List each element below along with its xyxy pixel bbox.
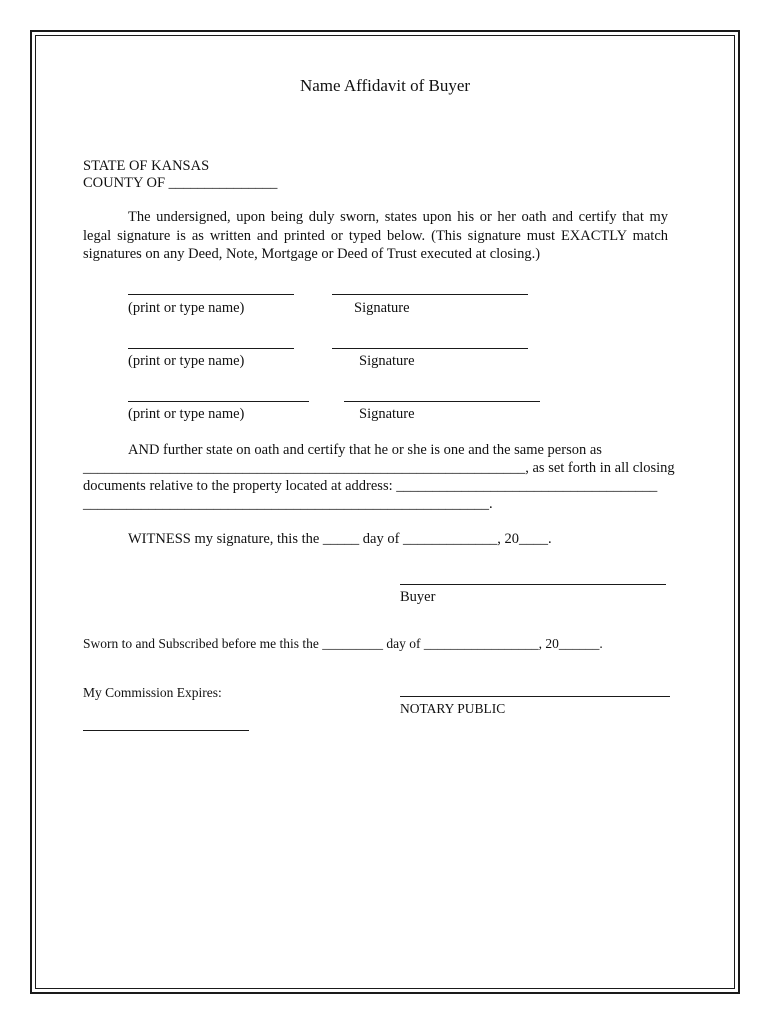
further-statement-line-3: documents relative to the property located at address: ____________________________________ bbox=[83, 478, 658, 494]
name-line-2 bbox=[128, 348, 294, 349]
print-name-label-1: (print or type name) bbox=[128, 300, 245, 316]
signature-label-3: Signature bbox=[359, 406, 415, 422]
notary-signature-line bbox=[400, 696, 670, 697]
further-statement-line-1: AND further state on oath and certify that he or she is one and the same person as bbox=[128, 442, 602, 458]
name-line-1 bbox=[128, 294, 294, 295]
signature-line-1 bbox=[332, 294, 528, 295]
intro-paragraph-text: The undersigned, upon being duly sworn, states upon his or her oath and certify that my legal signature is as written and printed or typed below. (This signature must EXACTLY match signatures on any Deed, Note, Mortgage or Deed of Trust executed at closing.) bbox=[83, 209, 668, 262]
witness-line: WITNESS my signature, this the _____ day of _____________, 20____. bbox=[128, 531, 552, 547]
signature-line-3 bbox=[344, 401, 540, 402]
further-statement-line-2: _____________________________________________________________, as set forth in all closing bbox=[83, 460, 675, 476]
print-name-label-2: (print or type name) bbox=[128, 353, 245, 369]
commission-expires-label: My Commission Expires: bbox=[83, 685, 222, 700]
signature-label-2: Signature bbox=[359, 353, 415, 369]
sworn-line: Sworn to and Subscribed before me this the _________ day of _________________, 20______. bbox=[83, 636, 603, 651]
notary-public-label: NOTARY PUBLIC bbox=[400, 701, 506, 716]
name-line-3 bbox=[128, 401, 309, 402]
signature-line-2 bbox=[332, 348, 528, 349]
further-statement-line-4: ________________________________________________________. bbox=[83, 496, 493, 512]
county-line: COUNTY OF _______________ bbox=[83, 175, 278, 191]
state-line: STATE OF KANSAS bbox=[83, 158, 210, 174]
intro-paragraph bbox=[83, 208, 668, 264]
signature-label-1: Signature bbox=[354, 300, 410, 316]
buyer-signature-line bbox=[400, 584, 666, 585]
print-name-label-3: (print or type name) bbox=[128, 406, 245, 422]
buyer-label: Buyer bbox=[400, 589, 436, 605]
document-title: Name Affidavit of Buyer bbox=[299, 76, 471, 95]
commission-expiry-line bbox=[83, 730, 249, 731]
